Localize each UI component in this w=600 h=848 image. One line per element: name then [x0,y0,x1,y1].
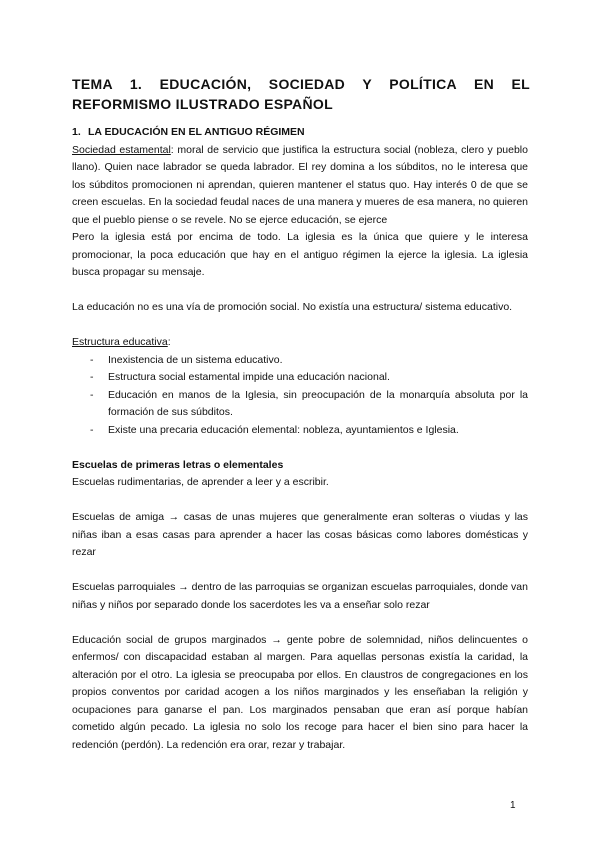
estructura-heading [72,334,528,352]
document-title: TEMA 1. EDUCACIÓN, SOCIEDAD Y POLÍTICA EN EL REFORMISMO ILUSTRADO ESPAÑOL [72,76,530,112]
sociedad-paragraph [72,142,528,230]
page-number: 1 [510,800,516,811]
promocion-paragraph: La educación no es una vía de promoción social. No existía una estructura/ sistema educativo. [72,301,513,313]
marginados-paragraph: Educación social de grupos marginados → gente pobre de solemnidad, niños delincuentes o enfermos/ con discapacidad estaban al margen. Para aquellas personas existía la caridad, la alteración por el otro. La iglesia se preocupaba por ellos. En claustros de congregaciones en los propios conventos por caridad acogen a los niños marginados y les enseñaban la religión y ocupaciones para ganarse el pan. Los marginados pensaban que eran así porque habían cometido algún pecado. La iglesia no solo los recoge para hacer el bien sino para hacer la redención (perdón). La redención era orar, rezar y trabajar. [72,633,528,751]
document-body [72,124,528,754]
iglesia-paragraph: Pero la iglesia está por encima de todo. La iglesia es la única que quiere y le interesa promocionar, la poca educación que hay en el antiguo régimen la ejerce la iglesia. La iglesia busca propagar su mensaje. [72,231,528,278]
list-item: - Estructura social estamental impide una educación nacional. [72,369,528,387]
sociedad-text: : moral de servicio que justifica la estructura social (nobleza, clero y pueblo llano). Quien nace labrador se queda labrador. El rey domina a los súbditos, no le interesa que los súbditos promocionen ni aprendan, quieren mantener el status quo. Hay interés 0 de que se creen escuelas. En la sociedad feudal naces de una manera y mueres de esa manera, no quieren que el pueblo piense o se revele. No se ejerce educación, se ejerce [72,143,528,226]
section-heading-text: LA EDUCACIÓN EN EL ANTIGUO RÉGIMEN [88,126,305,138]
section-heading [72,124,528,142]
list-item: - Educación en manos de la Iglesia, sin preocupación de la monarquía absoluta por la formación de sus súbditos. [72,387,528,422]
parroquiales-paragraph: Escuelas parroquiales → dentro de las parroquias se organizan escuelas parroquiales, donde van niñas y niños por separado donde los sacerdotes les va a enseñar solo rezar [72,581,528,611]
sociedad-label: Sociedad estamental [72,143,171,156]
list-item: - Inexistencia de un sistema educativo. [72,352,528,370]
estructura-label: Estructura educativa [72,336,168,348]
estructura-list [72,352,528,440]
escuelas-text: Escuelas rudimentarias, de aprender a leer y a escribir. [72,476,329,488]
section-number: 1. [72,126,81,138]
list-item: - Existe una precaria educación elemental: nobleza, ayuntamientos e Iglesia. [72,422,528,440]
estructura-colon: : [167,336,171,348]
amiga-paragraph: Escuelas de amiga → casas de unas mujeres que generalmente eran solteras o viudas y las niñas iban a esas casas para aprender a hacer las cosas básicas como labores domésticas y rezar [72,511,528,558]
escuelas-heading: Escuelas de primeras letras o elementales [72,458,284,471]
